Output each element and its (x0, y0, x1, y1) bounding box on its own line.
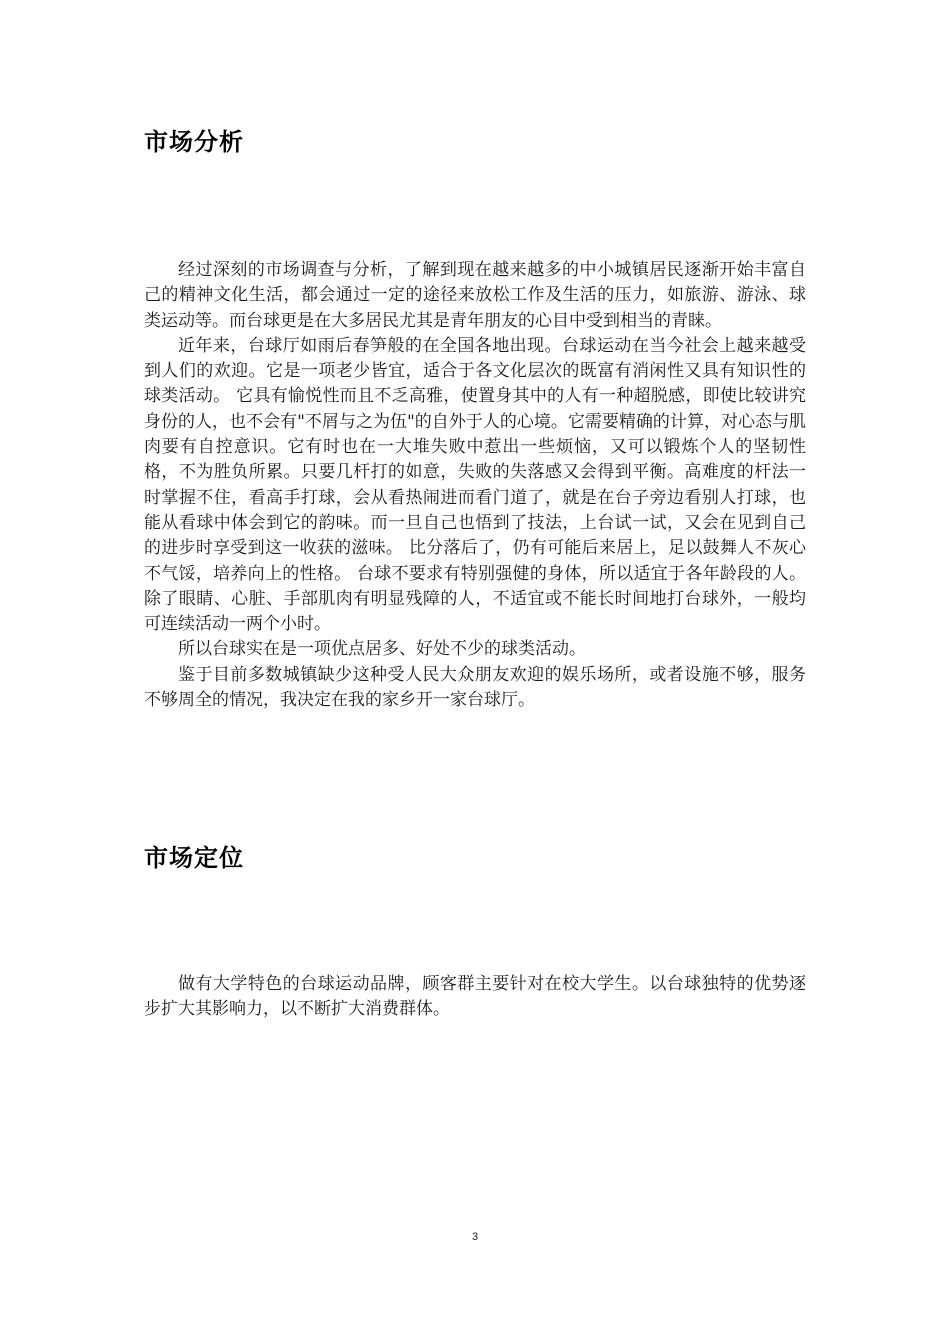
paragraph: 鉴于目前多数城镇缺少这种受人民大众朋友欢迎的娱乐场所，或者设施不够，服务不够周全的情况，我决定在我的家乡开一家台球厅。 (144, 664, 806, 711)
paragraph: 做有大学特色的台球运动品牌，顾客群主要针对在校大学生。以台球独特的优势逐步扩大其影响力，以不断扩大消费群体。 (144, 974, 806, 1020)
market-positioning-body (144, 972, 806, 1023)
paragraph: 近年来，台球厅如雨后春笋般的在全国各地出现。台球运动在当今社会上越来越受到人们的欢迎。它是一项老少皆宜，适合于各文化层次的既富有消闲性又具有知识性的球类活动。 它具有愉悦性而且不乏高雅，使置身其中的人有一种超脱感，即使比较讲究身份的人，也不会有"不屑与之为伍"的自外于人的心境。它需要精确的计算，对心态与肌肉要有自控意识。它有时也在一大堆失败中惹出一些烦恼，又可以锻炼个人的坚韧性格，不为胜负所累。只要几杆打的如意，失败的失落感又会得到平衡。高难度的杆法一时掌握不住，看高手打球，会从看热闹进而看门道了，就是在台子旁边看别人打球，也能从看球中体会到它的韵味。而一旦自己也悟到了技法，上台试一试，又会在见到自己的进步时享受到这一收获的滋味。 比分落后了，仍有可能后来居上，足以鼓舞人不灰心不气馁，培养向上的性格。 台球不要求有特别强健的身体，所以适宜于各年龄段的人。除了眼睛、心脏、手部肌肉有明显残障的人，不适宜或不能长时间地打台球外，一般均可连续活动一两个小时。 (144, 335, 806, 635)
section-heading-market-positioning: 市场定位 (144, 844, 244, 872)
paragraph: 经过深刻的市场调查与分析，了解到现在越来越多的中小城镇居民逐渐开始丰富自己的精神文化生活，都会通过一定的途径来放松工作及生活的压力，如旅游、游泳、球类运动等。而台球更是在大多居民尤其是青年朋友的心目中受到相当的青睐。 (144, 260, 806, 331)
section-heading-market-analysis: 市场分析 (144, 128, 244, 156)
page-number: 3 (471, 1231, 479, 1243)
market-analysis-body (144, 258, 806, 713)
paragraph: 所以台球实在是一项优点居多、好处不少的球类活动。 (178, 639, 586, 660)
